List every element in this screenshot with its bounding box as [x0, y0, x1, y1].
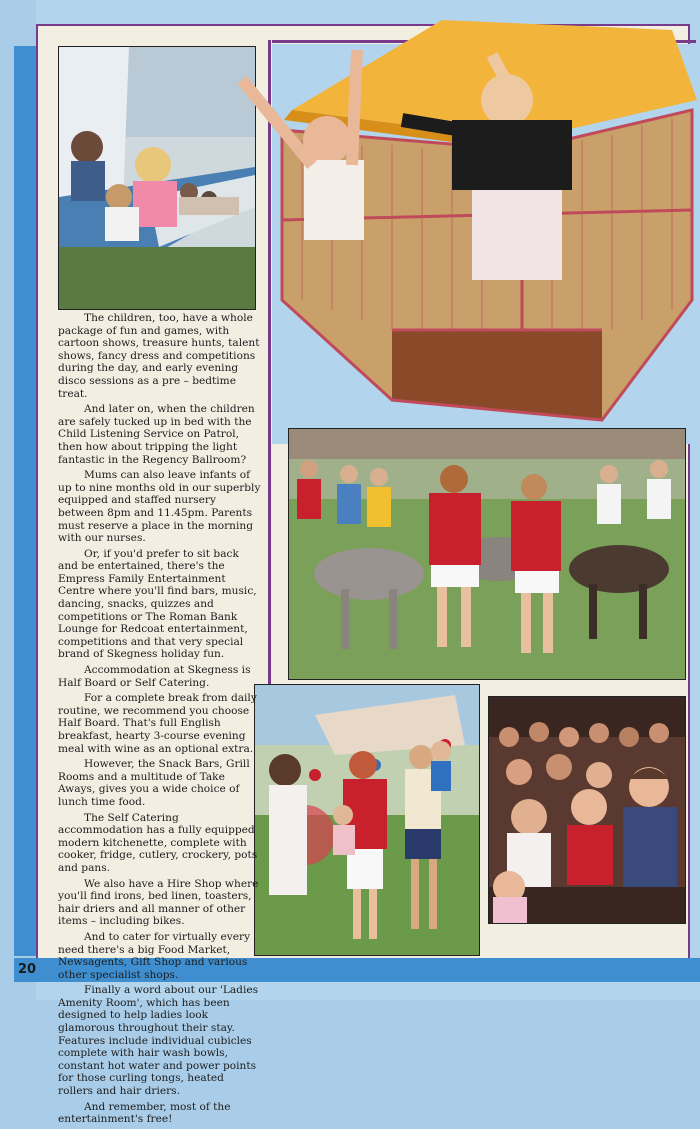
donkey-rides-image: [289, 429, 685, 679]
side-colour-band: [14, 46, 36, 956]
paragraph: We also have a Hire Shop where you'll find irons, bed linen, toasters, hair driers and all manner of other items – including bikes.: [58, 877, 259, 928]
paragraph: And to cater for virtually every need there's a big Food Market, Newsagents, Gift Shop and various other specialist shops.: [58, 930, 251, 981]
fairground-ride-image: [222, 0, 700, 444]
audience-crowd-image: [489, 697, 685, 923]
paragraph: The children, too, have a whole package of fun and games, with cartoon shows, treasure hunts, talent shows, fancy dress and competitions during the day, and early evening disco sessions as a pre – bedtime treat.: [58, 312, 260, 400]
audience-crowd-photo: [488, 696, 686, 924]
paragraph: For a complete break from daily routine, we recommend you choose Half Board. That's full English breakfast, hearty 3-course evening meal with wine as an optional extra.: [58, 692, 257, 755]
article-text: [58, 312, 262, 1129]
family-redcoat-photo: [254, 684, 480, 956]
paragraph: However, the Snack Bars, Grill Rooms and a multitude of Take Aways, gives you a wide choice of lunch time food.: [58, 758, 250, 808]
paragraph: Accommodation at Skegness is Half Board or Self Catering.: [58, 664, 251, 689]
paragraph: And remember, most of the entertainment's free!: [58, 1100, 231, 1126]
fairground-ride-photo: [222, 0, 700, 444]
paragraph: The Self Catering accommodation has a fully equipped modern kitchenette, complete with cooker, fridge, cutlery, crockery, pots and pans.: [58, 811, 258, 874]
paragraph: Mums can also leave infants of up to nine months old in our superbly equipped and staffed nursery between 8pm and 11.45pm. Parents must reserve a place in the morning with our nurses.: [58, 469, 261, 545]
page-number: 20: [18, 962, 37, 977]
donkey-rides-photo: [288, 428, 686, 680]
paragraph: And later on, when the children are safely tucked up in bed with the Child Listening Service on Patrol, then how about tripping the light fantastic in the Regency Ballroom?: [58, 403, 255, 466]
paragraph: Finally a word about our 'Ladies Amenity Room', which has been designed to help ladies look glamorous throughout their stay. Features include individual cubicles complete with hair wash bowls, constant hot water and power points for those curling tongs, heated rollers and hair driers.: [58, 984, 259, 1098]
paragraph: Or, if you'd prefer to sit back and be entertained, there's the Empress Family Entertainment Centre where you'll find bars, music, dancing, snacks, quizzes and competitions or The Roman Bank Lounge for Redcoat entertainment, competitions and that very special brand of Skegness holiday fun.: [58, 547, 257, 661]
family-redcoat-image: [255, 685, 479, 955]
